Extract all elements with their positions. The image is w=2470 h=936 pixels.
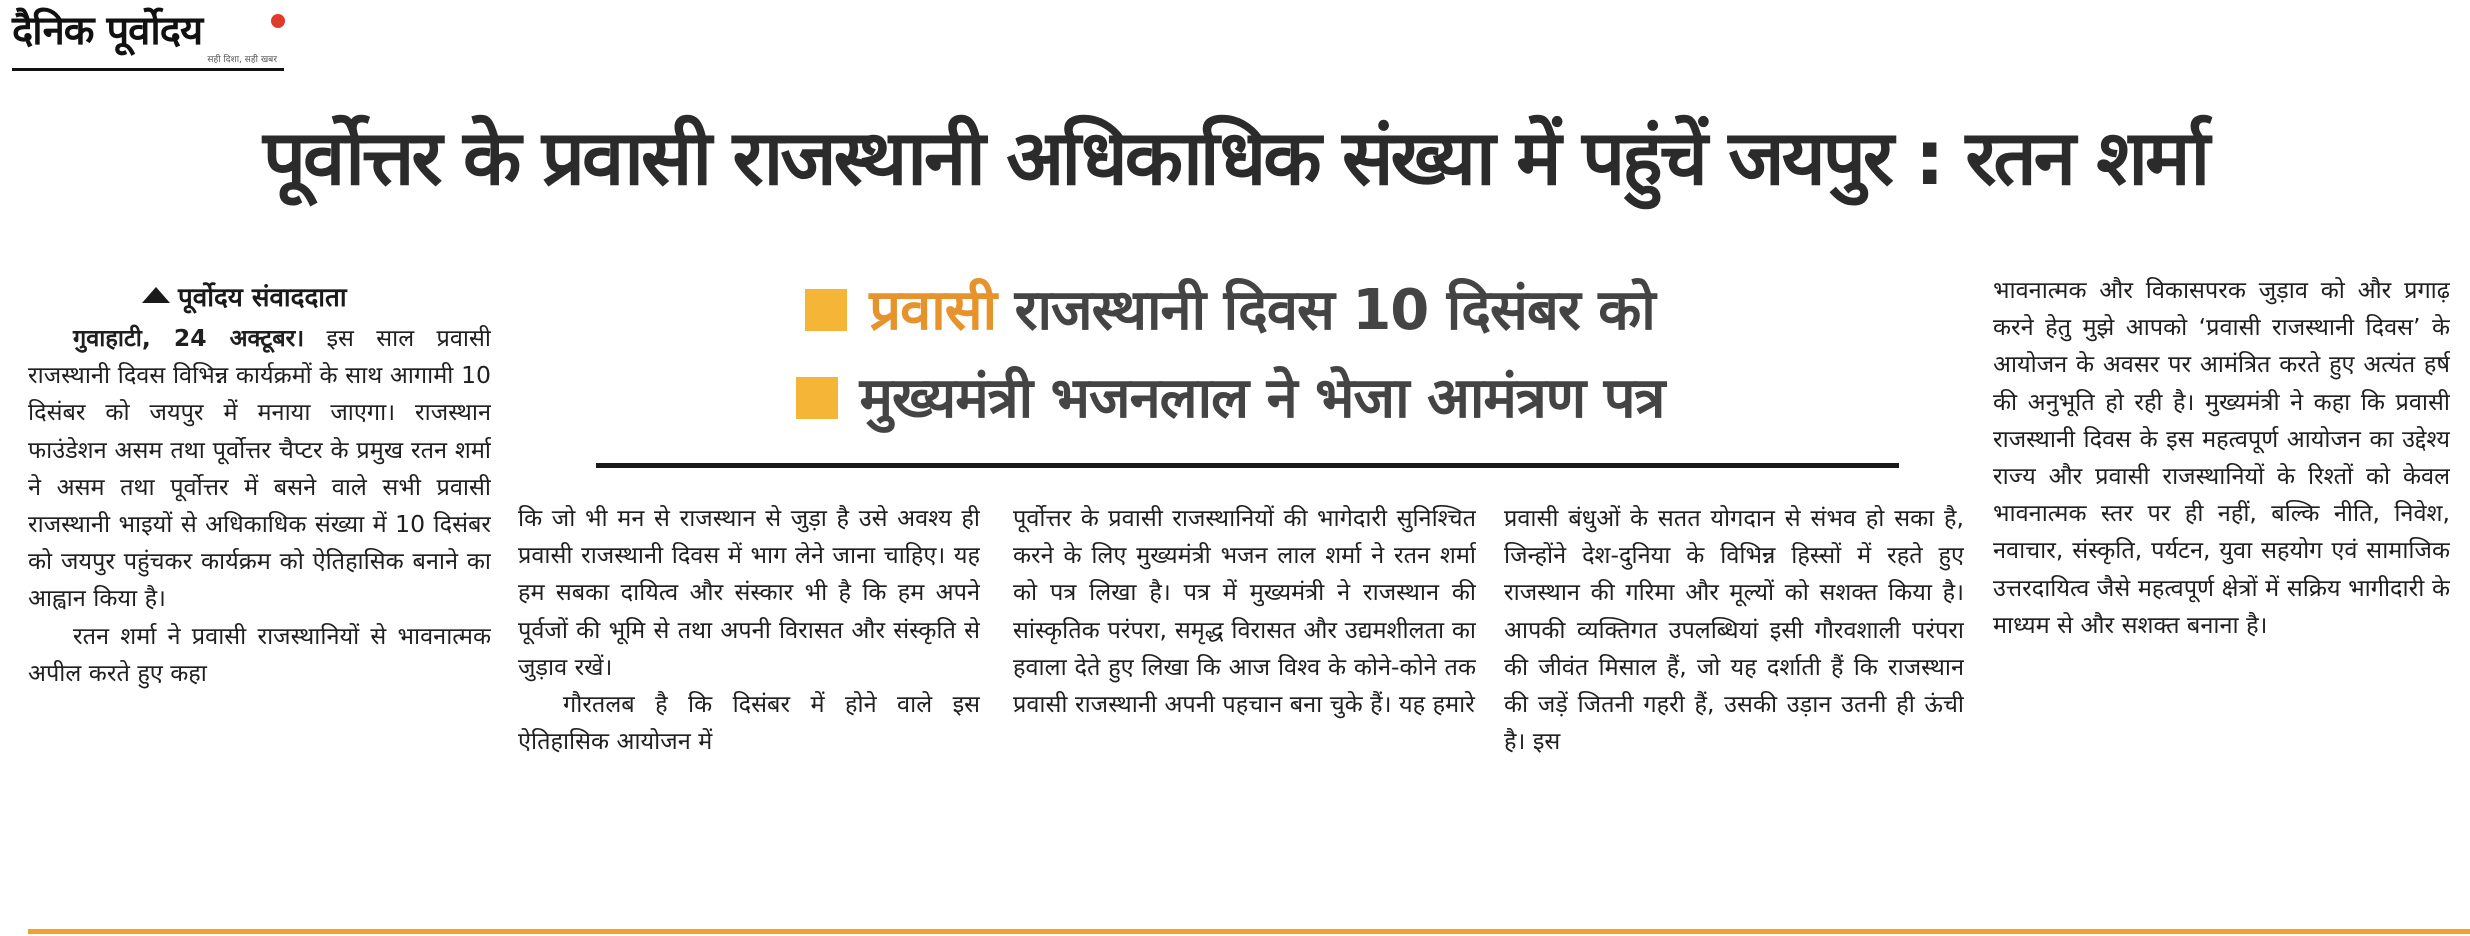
- masthead-rule: [12, 68, 284, 71]
- logo-tagline: सही दिशा, सही खबर: [207, 55, 277, 65]
- subheadline-2-text: मुख्यमंत्री भजनलाल ने भेजा आमंत्रण पत्र: [859, 366, 1665, 431]
- column-4-paragraph-1: प्रवासी बंधुओं के सतत योगदान से संभव हो सका है, जिन्होंने देश-दुनिया के विभिन्न हिस्सों में रहते हुए राजस्थान की गरिमा और मूल्यों को सशक्त किया है। आपकी व्यक्तिगत उपलब्धियां इसी गौरवशाली परंपरा की जीवंत मिसाल हैं, जो यह दर्शाती हैं कि राजस्थान की जड़ें जितनी गहरी हैं, उसकी उड़ान उतनी ही ऊंची है। इस: [1504, 504, 1964, 756]
- subheadline-1: [640, 276, 1820, 346]
- subheadline-rule: [596, 463, 1899, 468]
- subheadline-2: [640, 364, 1820, 434]
- byline: [142, 278, 347, 314]
- newspaper-logo: दैनिक पूर्वोदय: [12, 8, 203, 54]
- article-column-1: [28, 320, 491, 910]
- column-2-paragraph-1: कि जो भी मन से राजस्थान से जुड़ा है उसे अवश्य ही प्रवासी राजस्थानी दिवस में भाग लेने जाना चाहिए। यह हम सबका दायित्व और संस्कार भी है कि हम अपने पूर्वजों की भूमि से तथा अपनी विरासत और संस्कृति से जुड़ाव रखें।: [518, 504, 980, 681]
- byline-text: पूर्वोदय संवाददाता: [178, 283, 347, 313]
- triangle-icon: [142, 287, 170, 303]
- dateline: गुवाहाटी, 24 अक्टूबर।: [73, 324, 305, 352]
- article-column-3: [1013, 500, 1476, 910]
- square-bullet-icon: [796, 377, 838, 419]
- article-column-5: [1993, 272, 2450, 910]
- subheadline-accent: प्रवासी: [869, 278, 997, 343]
- square-bullet-icon: [805, 289, 847, 331]
- article-headline: पूर्वोत्तर के प्रवासी राजस्थानी अधिकाधिक संख्या में पहुंचें जयपुर : रतन शर्मा: [262, 113, 2208, 202]
- column-3-paragraph-1: पूर्वोत्तर के प्रवासी राजस्थानियों की भागेदारी सुनिश्चित करने के लिए मुख्यमंत्री भजन लाल शर्मा ने रतन शर्मा को पत्र लिखा है। पत्र में मुख्यमंत्री ने राजस्थान की सांस्कृतिक परंपरा, समृद्ध विरासत और उद्यमशीलता का हवाला देते हुए लिखा कि आज विश्व के कोने-कोने तक प्रवासी राजस्थानी अपनी पहचान बना चुके हैं। यह हमारे: [1013, 504, 1476, 719]
- column-1-paragraph-1: [28, 320, 491, 618]
- subheadline-1-text: राजस्थानी दिवस 10 दिसंबर को: [996, 278, 1655, 343]
- column-1-paragraph-1-text: इस साल प्रवासी राजस्थानी दिवस विभिन्न कार्यक्रमों के साथ आगामी 10 दिसंबर को जयपुर में मनाया जाएगा। राजस्थान फाउंडेशन असम तथा पूर्वोत्तर चैप्टर के प्रमुख रतन शर्मा ने असम तथा पूर्वोत्तर में बसने वाले सभी प्रवासी राजस्थानी भाइयों से अधिकाधिक संख्या में 10 दिसंबर को जयपुर पहुंचकर कार्यक्रम को ऐतिहासिक बनाने का आह्वान किया है।: [28, 324, 491, 613]
- column-1-paragraph-2: रतन शर्मा ने प्रवासी राजस्थानियों से भावनात्मक अपील करते हुए कहा: [28, 621, 491, 687]
- article-column-4: [1504, 500, 1964, 910]
- footer-rule: [28, 929, 2470, 934]
- newspaper-masthead: [12, 6, 287, 66]
- column-2-paragraph-2: गौरतलब है कि दिसंबर में होने वाले इस ऐतिहासिक आयोजन में: [518, 690, 980, 756]
- logo-dot-icon: [271, 14, 285, 28]
- column-5-paragraph-1: भावनात्मक और विकासपरक जुड़ाव को और प्रगाढ़ करने हेतु मुझे आपको ‘प्रवासी राजस्थानी दिवस’ के आयोजन के अवसर पर आमंत्रित करते हुए अत्यंत हर्ष की अनुभूति हो रही है। मुख्यमंत्री ने कहा कि प्रवासी राजस्थानी दिवस के इस महत्वपूर्ण आयोजन का उद्देश्य राज्य और प्रवासी राजस्थानियों के रिश्तों को केवल भावनात्मक स्तर पर ही नहीं, बल्कि नीति, निवेश, नवाचार, संस्कृति, पर्यटन, युवा सहयोग एवं सामाजिक उत्तरदायित्व जैसे महत्वपूर्ण क्षेत्रों में सक्रिय भागीदारी के माध्यम से और सशक्त बनाना है।: [1993, 276, 2450, 639]
- article-column-2: [518, 500, 980, 910]
